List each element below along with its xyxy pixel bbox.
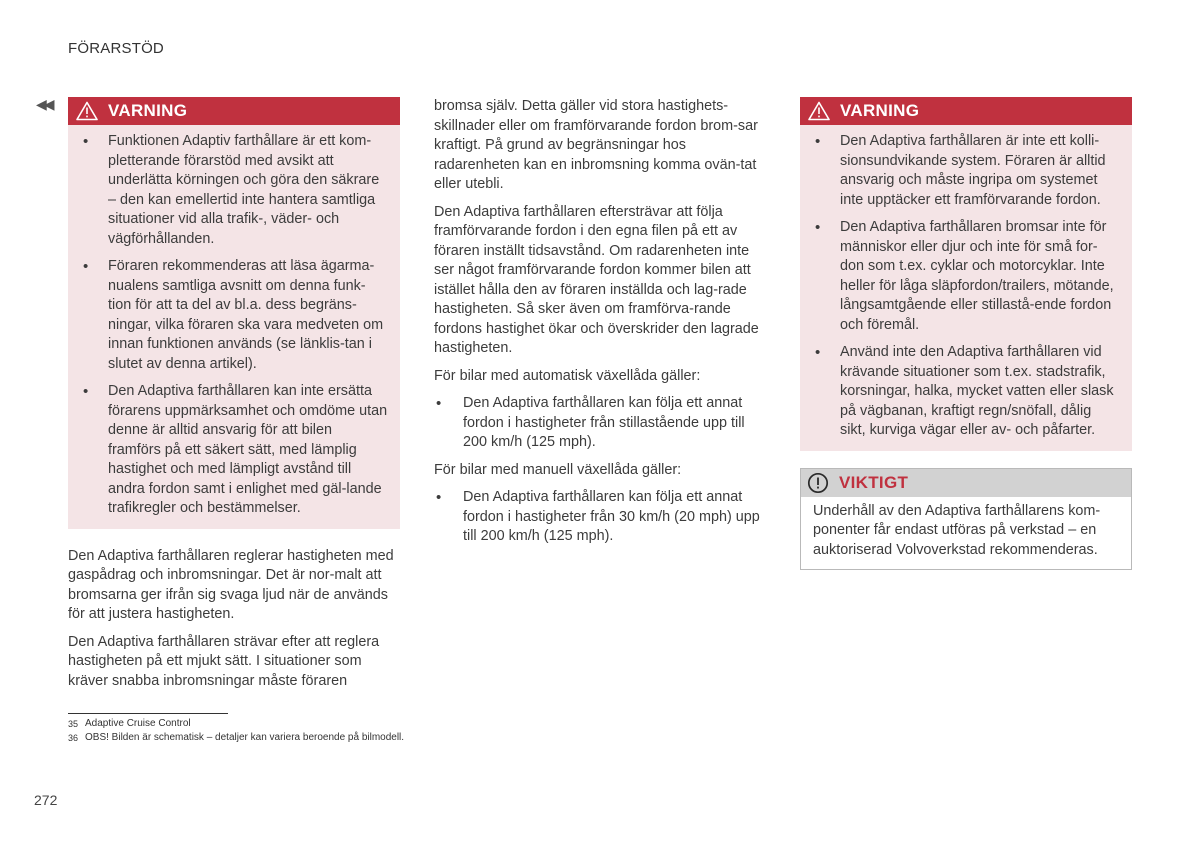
- warning-title: VARNING: [840, 101, 920, 120]
- double-chevron-left-icon[interactable]: ◀◀: [36, 96, 52, 112]
- column-1: [68, 97, 400, 699]
- list-item: • Föraren rekommenderas att läsa ägarma-nualens samtliga avsnitt om denna funk-tion för att ta del av bl.a. dess begräns-ningar, vilka föraren ska vara medveten om innan funktionen används (se länklis-tan i slutet av denna artikel).: [80, 257, 388, 374]
- section-title: FÖRARSTÖD: [68, 40, 164, 57]
- warning-box: [800, 97, 1132, 451]
- important-text: Underhåll av den Adaptiva farthållarens kom-ponenter får endast utföras på verkstad – en auktoriserad Volvoverkstad rekommenderas.: [813, 502, 1101, 558]
- warning-header: [800, 97, 1132, 125]
- footnote: [68, 731, 404, 745]
- warning-title: VARNING: [108, 101, 188, 120]
- paragraph: För bilar med manuell växellåda gäller:: [434, 461, 682, 478]
- footnote-divider: [68, 713, 228, 714]
- paragraph: Den Adaptiva farthållaren reglerar hastigheten med gaspådrag och inbromsningar. Det är nor-malt att bromsarna ger ifrån sig svaga ljud när de används för att justera hastigheten.: [68, 547, 394, 622]
- page-number: 272: [34, 792, 58, 808]
- footnote-number: 36: [68, 733, 79, 743]
- paragraph: Den Adaptiva farthållaren eftersträvar att följa framförvarande fordon i den egna filen på ett av föraren inställt tidsavstånd. Om radarenheten inte ser något framförvarande fordon kommer bilen att istället hålla den av föraren inställda och lag-rade hastigheten. Så sker även om framförva-rande fordons hastighet ökar och överskrider den lagrade hastigheten.: [434, 203, 759, 356]
- list-item: • Den Adaptiva farthållaren kan följa ett annat fordon i hastigheter från 30 km/h (20 mph) upp till 200 km/h (125 mph).: [434, 488, 766, 547]
- warning-list: [68, 125, 400, 529]
- warning-triangle-icon: [808, 101, 830, 121]
- list-item: • Funktionen Adaptiv farthållare är ett kom-pletterande förarstöd med avsikt att underlätta körningen och göra den säkrare – den kan emellertid inte hantera samtliga situationer vid alla trafik-, väder- och vägförhållanden.: [80, 132, 388, 249]
- footnote-text: Adaptive Cruise Control: [85, 718, 191, 729]
- footnote: [68, 717, 404, 731]
- warning-header: [68, 97, 400, 125]
- footnote-text: OBS! Bilden är schematisk – detaljer kan variera beroende på bilmodell.: [85, 732, 405, 743]
- warning-list: [800, 125, 1132, 451]
- list-item: • Använd inte den Adaptiva farthållaren vid krävande situationer som t.ex. stadstrafik, korsningar, halka, mycket vatten eller slask på vägbanan, kraftigt regn/snöfall, dålig sikt, kurviga vägar eller av- och påfarter.: [812, 343, 1120, 441]
- list-item: • Den Adaptiva farthållaren är inte ett kolli-sionsundvikande system. Föraren är alltid ansvarig och måste ingripa om systemet inte upptäcker ett framförvarande fordon.: [812, 132, 1120, 210]
- column-2: [434, 97, 766, 555]
- column-3: [800, 97, 1132, 570]
- bullet-list: [434, 394, 766, 453]
- warning-box: [68, 97, 400, 529]
- footnote-number: 35: [68, 719, 79, 729]
- important-box: [800, 468, 1132, 571]
- important-title: VIKTIGT: [839, 472, 909, 492]
- paragraph: Den Adaptiva farthållaren strävar efter att reglera hastigheten på ett mjukt sätt. I situationer som kräver snabba inbromsningar måste föraren: [68, 633, 380, 689]
- paragraph: För bilar med automatisk växellåda gäller:: [434, 367, 701, 384]
- list-item: • Den Adaptiva farthållaren bromsar inte för människor eller djur och inte för små for-don som t.ex. cyklar och motorcyklar. Inte heller för låga släpfordon/trailers, mötande, långsamtgående eller stillastå-ende fordon och föremål.: [812, 218, 1120, 335]
- footnotes: [68, 717, 404, 745]
- warning-triangle-icon: [76, 101, 98, 121]
- important-header: [801, 469, 1131, 497]
- bullet-list: [434, 488, 766, 547]
- paragraph: bromsa själv. Detta gäller vid stora hastighets-skillnader eller om framförvarande fordon brom-sar kraftigt. På grund av begränsningar hos radarenheten kan en inbromsning komma ovän-tat eller utebli.: [434, 98, 758, 192]
- list-item: • Den Adaptiva farthållaren kan följa ett annat fordon i hastigheter från stillastående upp till 200 km/h (125 mph).: [434, 394, 766, 453]
- list-item: • Den Adaptiva farthållaren kan inte ersätta förarens uppmärksamhet och omdöme utan denne är alltid ansvarig för att bilen framförs på ett säkert sätt, med lämplig hastighet och med lämpligt avstånd till andra fordon samt i enlighet med gäl-lande trafikregler och bestämmelser.: [80, 382, 388, 519]
- exclamation-circle-icon: [807, 472, 829, 494]
